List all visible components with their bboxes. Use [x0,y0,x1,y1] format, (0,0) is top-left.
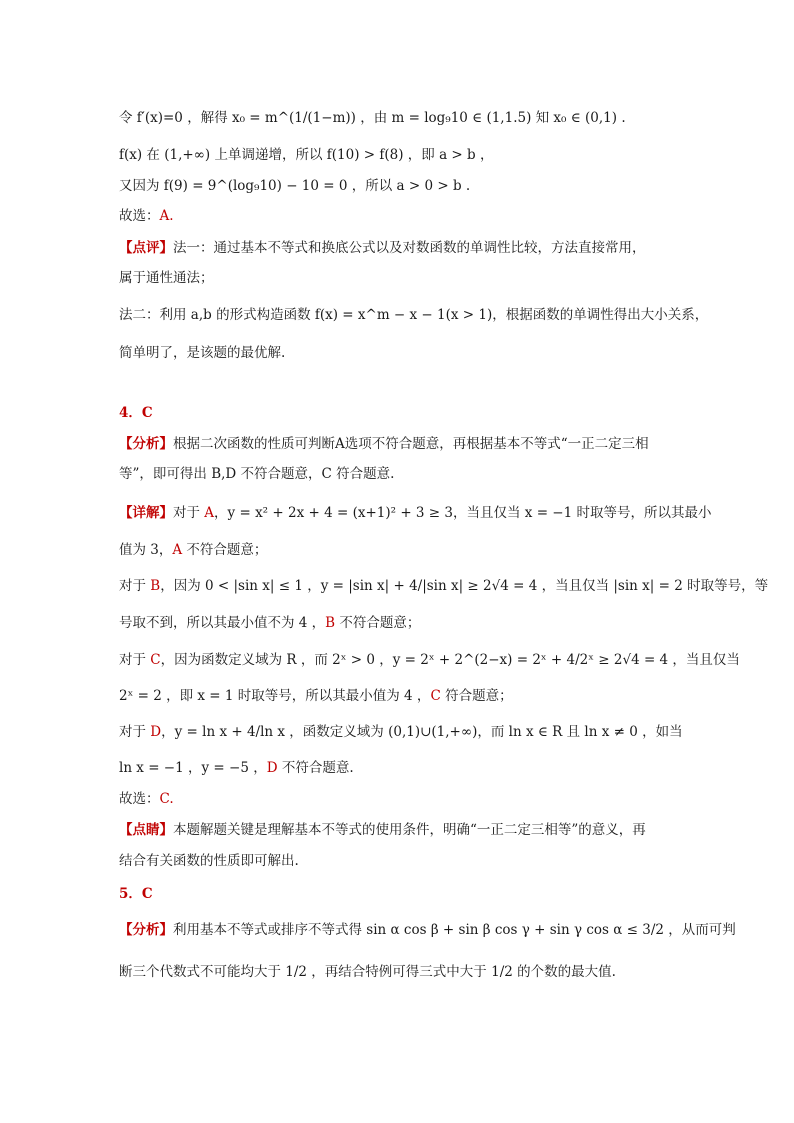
text-segment: 对于 [173,505,205,521]
text-line-l15 [119,613,698,633]
section-tag: 【详解】 [119,505,173,521]
text-line-l18 [119,722,698,742]
text-segment: C [150,652,161,668]
text-line-l14 [119,576,769,596]
text-line-l22 [119,851,698,871]
text-segment: 对于 [119,652,151,668]
text-segment: ，y = ln x + 4/ln x ，函数定义域为 (0,1)∪(1,+∞)，而 ln x ∈ R 且 ln x ≠ 0 ，如当 [161,724,683,740]
section-tag: 【点睛】 [119,822,173,838]
text-line-l3 [119,176,698,196]
text-line-l6 [119,268,698,288]
text-segment: 不符合题意. [277,760,354,776]
text-segment: C [430,688,441,704]
text-segment: 法一：通过基本不等式和换底公式以及对数函数的单调性比较，方法直接常用， [173,240,646,256]
text-segment: 符合题意； [440,688,513,704]
text-line-l24 [119,920,736,940]
text-segment: C. [159,791,174,807]
text-segment: 本题解题关键是理解基本不等式的使用条件，明确“一正二定三相等”的意义，再 [173,822,646,838]
text-segment: B [150,578,161,594]
section-tag: 【点评】 [119,240,173,256]
text-segment: ，y = x² + 2x + 4 = (x+1)² + 3 ≥ 3，当且仅当 x = −1 时取等号，所以其最小 [214,505,712,521]
question-number: 4．C [119,405,153,421]
text-segment: A [204,505,215,521]
text-segment: A [172,542,183,558]
text-segment: 利用基本不等式或排序不等式得 sin α cos β + sin β cos γ + sin γ cos α ≤ 3/2 ，从而可判 [173,922,736,938]
text-line-l21 [119,820,698,840]
text-line-l9 [119,403,698,423]
text-segment: 不符合题意； [335,615,421,631]
text-segment: 断三个代数式不可能均大于 1/2 ，再结合特例可得三式中大于 1/2 的个数的最大值. [119,964,616,980]
text-segment: 又因为 f(9) = 9^(log₉10) − 10 = 0 ，所以 a > 0 > b . [119,178,471,194]
text-line-l23 [119,884,698,904]
text-line-l20 [119,789,698,809]
text-line-l4 [119,206,698,226]
text-segment: 号取不到，所以其最小值不为 4 ， [119,615,326,631]
text-segment: f(x) 在 (1,+∞) 上单调递增，所以 f(10) > f(8) ，即 a > b ， [119,147,494,163]
text-line-l7 [119,305,709,325]
text-segment: 对于 [119,578,151,594]
text-segment: 故选： [119,208,160,224]
text-line-l8 [119,343,698,363]
text-segment: 属于通性通法； [119,270,214,286]
text-segment: B [325,615,336,631]
text-segment: 等”，即可得出 B,D 不符合题意，C 符合题意. [119,466,395,482]
text-segment: D [150,724,162,740]
text-line-l5 [119,238,698,258]
text-segment: 简单明了，是该题的最优解. [119,345,286,361]
text-segment: ln x = −1 ，y = −5 ， [119,760,267,776]
question-number: 5．C [119,886,153,902]
text-segment: D [266,760,278,776]
text-line-l25 [119,962,698,982]
text-segment: 对于 [119,724,151,740]
text-line-l19 [119,758,698,778]
text-line-l10 [119,434,698,454]
text-segment: 故选： [119,791,160,807]
text-line-l16 [119,650,740,670]
section-tag: 【分析】 [119,922,173,938]
text-line-l13 [119,540,698,560]
text-segment: 2ˣ = 2 ，即 x = 1 时取等号，所以其最小值为 4 ， [119,688,431,704]
text-line-l17 [119,686,698,706]
text-segment: ，因为函数定义域为 R ，而 2ˣ > 0 ，y = 2ˣ + 2^(2−x) = 2ˣ + 4/2ˣ ≥ 2√4 = 4 ，当且仅当 [160,652,740,668]
text-line-l1 [119,108,698,128]
text-segment: 结合有关函数的性质即可解出. [119,853,299,869]
section-tag: 【分析】 [119,436,173,452]
text-segment: 不符合题意； [182,542,268,558]
text-segment: 值为 3， [119,542,173,558]
text-segment: 令 f′(x)=0 ，解得 x₀ = m^(1/(1−m)) ，由 m = log₉10 ∈ (1,1.5) 知 x₀ ∈ (0,1) . [119,110,626,126]
text-segment: A. [159,208,174,224]
text-line-l11 [119,464,698,484]
text-segment: ，因为 0 < |sin x| ≤ 1 ，y = |sin x| + 4/|sin x| ≥ 2√4 = 4 ，当且仅当 |sin x| = 2 时取等号，等 [160,578,769,594]
text-line-l12 [119,503,712,523]
text-segment: 法二：利用 a,b 的形式构造函数 f(x) = x^m − x − 1(x > 1)，根据函数的单调性得出大小关系， [119,307,709,323]
text-line-l2 [119,145,698,165]
text-segment: 根据二次函数的性质可判断A选项不符合题意，再根据基本不等式“一正二定三相 [173,436,649,452]
